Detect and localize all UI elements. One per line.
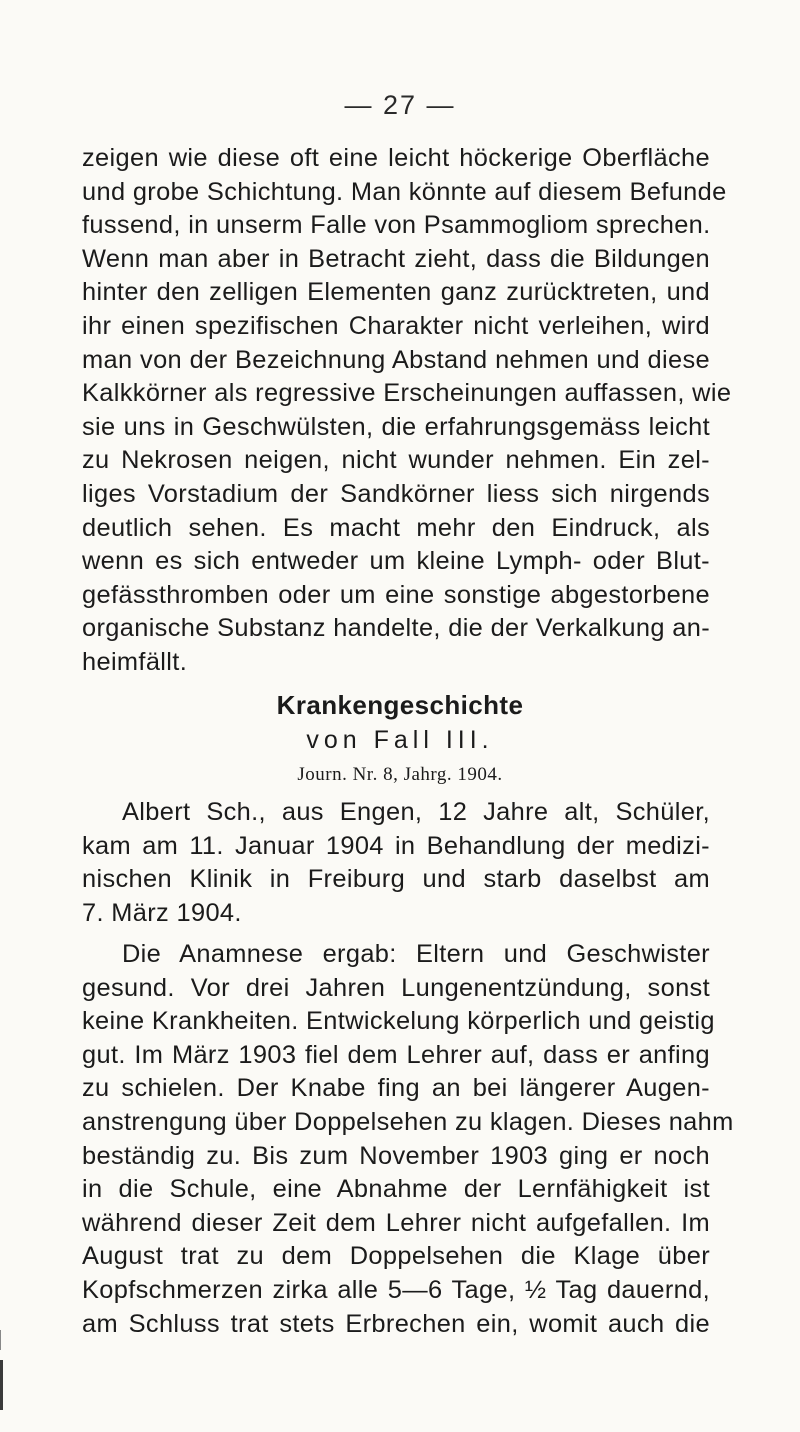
text-line: hinter den zelligen Elementen ganz zurücktreten, und (82, 278, 710, 307)
text-line: deutlich sehen. Es macht mehr den Eindruck, als (82, 513, 710, 542)
page-edge-mark (0, 1330, 1, 1350)
text-line: nischen Klinik in Freiburg und starb daselbst am (82, 865, 710, 894)
text-line: wenn es sich entweder um kleine Lymph- oder Blut- (82, 547, 710, 576)
section-heading: Krankengeschichte (276, 690, 524, 720)
text-line: anstrengung über Doppelsehen zu klagen. Dieses nahm (82, 1107, 734, 1136)
text-line: keine Krankheiten. Entwickelung körperlich und geistig (82, 1007, 715, 1036)
text-line: fussend, in unserm Falle von Psammogliom sprechen. (82, 211, 711, 240)
text-line: heimfällt. (82, 647, 188, 676)
text-line: gesund. Vor drei Jahren Lungenentzündung, sonst (82, 973, 710, 1002)
paragraph-1 (82, 142, 732, 680)
text-line: in die Schule, eine Abnahme der Lernfähigkeit ist (82, 1175, 710, 1204)
page-edge-mark (0, 1360, 3, 1410)
text-line: und grobe Schichtung. Man könnte auf diesem Befunde (82, 177, 727, 206)
text-line: Albert Sch., aus Engen, 12 Jahre alt, Schüler, (122, 798, 710, 826)
text-line: zeigen wie diese oft eine leicht höckerige Oberfläche (82, 144, 710, 172)
text-line: zu Nekrosen neigen, nicht wunder nehmen. Ein zel- (82, 446, 710, 475)
paragraph-3 (82, 938, 734, 1341)
page-number: — 27 — (344, 90, 456, 120)
text-line: während dieser Zeit dem Lehrer nicht aufgefallen. Im (82, 1208, 710, 1237)
text-line: organische Substanz handelte, die der Verkalkung an- (82, 614, 710, 643)
text-line: Kalkkörner als regressive Erscheinungen auffassen, wie (82, 379, 732, 408)
text-line: Wenn man aber in Betracht zieht, dass die Bildungen (82, 244, 710, 273)
text-line: August trat zu dem Doppelsehen die Klage über (82, 1242, 710, 1271)
text-line: sie uns in Geschwülsten, die erfahrungsgemäss leicht (82, 412, 710, 441)
text-line: man von der Bezeichnung Abstand nehmen und diese (82, 345, 710, 374)
text-line: Kopfschmerzen zirka alle 5—6 Tage, ½ Tag dauernd, (82, 1275, 710, 1304)
text-line: 7. März 1904. (82, 898, 242, 927)
text-line: ihr einen spezifischen Charakter nicht verleihen, wird (82, 311, 710, 340)
journal-reference: Journ. Nr. 8, Jahrg. 1904. (297, 764, 503, 785)
section-subheading: von Fall III. (306, 726, 494, 754)
paragraph-2 (82, 796, 710, 930)
text-line: liges Vorstadium der Sandkörner liess sich nirgends (82, 479, 710, 508)
text-line: gefässthromben oder um eine sonstige abgestorbene (82, 580, 710, 609)
text-line: gut. Im März 1903 fiel dem Lehrer auf, dass er anfing (82, 1040, 710, 1069)
text-line: kam am 11. Januar 1904 in Behandlung der medizi- (82, 831, 710, 860)
text-line: am Schluss trat stets Erbrechen ein, womit auch die (82, 1309, 710, 1338)
text-line: beständig zu. Bis zum November 1903 ging er noch (82, 1141, 710, 1170)
text-line: Die Anamnese ergab: Eltern und Geschwister (122, 940, 710, 968)
text-line: zu schielen. Der Knabe fing an bei längerer Augen- (82, 1074, 710, 1103)
